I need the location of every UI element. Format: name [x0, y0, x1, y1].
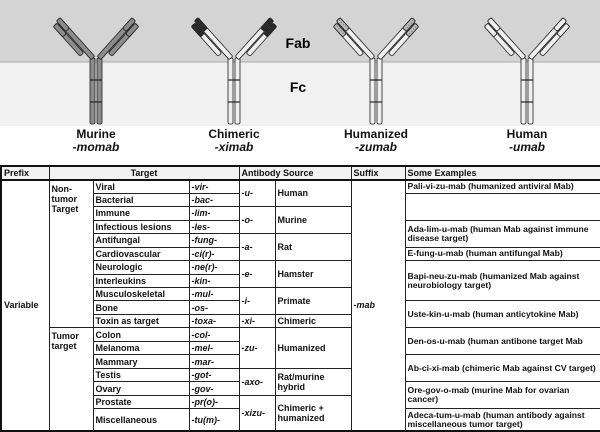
target-name: Interleukins	[93, 274, 189, 287]
target-stem: -tu(m)-	[189, 409, 239, 431]
antibody-label-human	[467, 128, 587, 154]
example-cell: Pali-vi-zu-mab (humanized antiviral Mab)	[405, 180, 600, 193]
target-stem: -os-	[189, 301, 239, 314]
source-label: Murine	[275, 207, 351, 234]
heavy-chain-stem	[521, 58, 526, 124]
target-name: Immune	[93, 207, 189, 220]
prefix-cell: Variable	[1, 180, 49, 431]
example-cell: Uste-kin-u-mab (human anticytokine Mab)	[405, 301, 600, 328]
antibody-label-chimeric	[174, 128, 294, 154]
target-stem: -ci(r)-	[189, 247, 239, 260]
heavy-chain-stem	[90, 58, 95, 124]
target-stem: -pr(o)-	[189, 395, 239, 408]
source-stem: -o-	[239, 207, 275, 234]
source-stem: -a-	[239, 234, 275, 261]
source-stem: -u-	[239, 180, 275, 207]
source-label: Chimeric	[275, 314, 351, 327]
header-prefix: Prefix	[1, 166, 49, 180]
target-stem: -mar-	[189, 355, 239, 368]
antibody-name: Murine	[76, 127, 116, 141]
antibody-name: Humanized	[343, 127, 408, 141]
source-label: Chimeric + humanized	[275, 395, 351, 431]
target-stem: -mel-	[189, 341, 239, 354]
source-label: Hamster	[275, 261, 351, 288]
antibody-name: Human	[506, 127, 548, 141]
group-non-tumor: Non-tumor Target	[49, 180, 93, 328]
heavy-chain-stem	[97, 58, 102, 124]
target-stem: -les-	[189, 220, 239, 233]
target-name: Bone	[93, 301, 189, 314]
nomenclature-table	[0, 165, 600, 432]
heavy-chain-stem	[528, 58, 533, 124]
target-stem: -fung-	[189, 234, 239, 247]
example-cell: Ada-lim-u-mab (human Mab against immune disease target)	[405, 220, 600, 247]
target-stem: -kin-	[189, 274, 239, 287]
target-name: Neurologic	[93, 261, 189, 274]
target-name: Bacterial	[93, 193, 189, 206]
target-name: Miscellaneous	[93, 409, 189, 431]
target-name: Antifungal	[93, 234, 189, 247]
header-source: Antibody Source	[239, 166, 351, 180]
target-name: Cardiovascular	[93, 247, 189, 260]
target-stem: -got-	[189, 368, 239, 381]
header-target: Target	[49, 166, 239, 180]
table-row	[1, 328, 600, 341]
target-name: Prostate	[93, 395, 189, 408]
target-stem: -vir-	[189, 180, 239, 193]
header-row	[1, 166, 600, 180]
source-label: Rat/murine hybrid	[275, 368, 351, 395]
heavy-chain-stem	[377, 58, 382, 124]
fab-label: Fab	[285, 35, 311, 51]
source-stem: -zu-	[239, 328, 275, 368]
target-name: Infectious lesions	[93, 220, 189, 233]
table-row	[1, 180, 600, 193]
antibody-label-murine	[36, 128, 156, 154]
example-cell	[405, 193, 600, 220]
antibody-suffix: -ximab	[214, 140, 254, 154]
target-name: Mammary	[93, 355, 189, 368]
target-stem: -mul-	[189, 287, 239, 300]
target-stem: -gov-	[189, 382, 239, 395]
example-cell: Adeca-tum-u-mab (human antibody against miscellaneous tumor target)	[405, 409, 600, 431]
fc-label: Fc	[289, 79, 307, 95]
target-stem: -bac-	[189, 193, 239, 206]
target-name: Viral	[93, 180, 189, 193]
source-label: Rat	[275, 234, 351, 261]
antibody-label-humanized	[316, 128, 436, 154]
target-stem: -lim-	[189, 207, 239, 220]
source-label: Primate	[275, 287, 351, 314]
suffix-cell: -mab	[351, 180, 405, 431]
target-name: Testis	[93, 368, 189, 381]
header-suffix: Suffix	[351, 166, 405, 180]
antibody-name: Chimeric	[208, 127, 260, 141]
target-name: Colon	[93, 328, 189, 341]
example-cell: Ore-gov-o-mab (murine Mab for ovarian cancer)	[405, 382, 600, 409]
source-stem: -i-	[239, 287, 275, 314]
target-name: Melanoma	[93, 341, 189, 354]
source-label: Humanized	[275, 328, 351, 368]
example-cell: Ab-ci-xi-mab (chimeric Mab against CV target)	[405, 355, 600, 382]
target-stem: -ne(r)-	[189, 261, 239, 274]
target-name: Ovary	[93, 382, 189, 395]
target-name: Toxin as target	[93, 314, 189, 327]
heavy-chain-stem	[370, 58, 375, 124]
heavy-chain-stem	[235, 58, 240, 124]
source-label: Human	[275, 180, 351, 207]
antibody-suffix: -momab	[72, 140, 120, 154]
source-stem: -xizu-	[239, 395, 275, 431]
heavy-chain-stem	[228, 58, 233, 124]
target-name: Musculoskeletal	[93, 287, 189, 300]
antibody-suffix: -umab	[509, 140, 545, 154]
source-stem: -xi-	[239, 314, 275, 327]
example-cell: Bapi-neu-zu-mab (humanized Mab against neurobiology target)	[405, 261, 600, 301]
group-tumor: Tumor target	[49, 328, 93, 431]
target-stem: -toxa-	[189, 314, 239, 327]
header-examples: Some Examples	[405, 166, 600, 180]
example-cell: E-fung-u-mab (human antifungal Mab)	[405, 247, 600, 260]
source-stem: -axo-	[239, 368, 275, 395]
target-stem: -col-	[189, 328, 239, 341]
example-cell: Den-os-u-mab (human antibone target Mab	[405, 328, 600, 355]
antibody-suffix: -zumab	[355, 140, 397, 154]
source-stem: -e-	[239, 261, 275, 288]
